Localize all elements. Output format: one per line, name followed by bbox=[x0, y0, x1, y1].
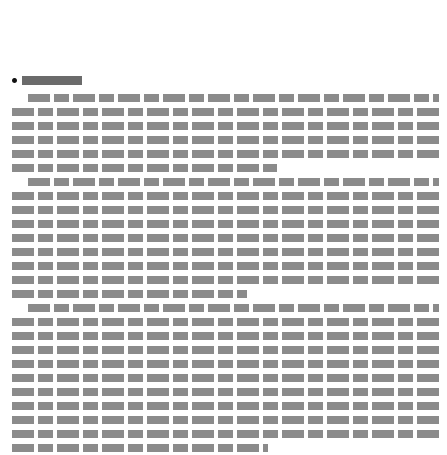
text-line bbox=[12, 441, 268, 455]
text-line bbox=[12, 287, 247, 301]
text-line bbox=[12, 301, 439, 315]
text-line bbox=[12, 203, 439, 217]
text-line bbox=[12, 161, 277, 175]
text-line bbox=[12, 189, 439, 203]
text-line bbox=[12, 371, 439, 385]
headline-line-2 bbox=[12, 38, 439, 70]
text-line bbox=[12, 217, 439, 231]
text-line bbox=[12, 231, 439, 245]
paragraph-2 bbox=[12, 175, 439, 301]
text-line bbox=[12, 329, 439, 343]
text-line bbox=[12, 413, 439, 427]
byline bbox=[12, 73, 439, 87]
text-line bbox=[12, 315, 439, 329]
bullet-icon bbox=[12, 78, 17, 83]
text-line bbox=[12, 91, 439, 105]
headline-line-1 bbox=[12, 6, 439, 38]
text-line bbox=[12, 133, 439, 147]
text-line bbox=[12, 385, 439, 399]
text-line bbox=[12, 343, 439, 357]
article-body bbox=[12, 91, 439, 455]
text-line bbox=[12, 259, 439, 273]
text-line bbox=[12, 245, 439, 259]
text-line bbox=[12, 427, 439, 441]
text-line bbox=[12, 147, 439, 161]
byline-text bbox=[22, 76, 82, 85]
text-line bbox=[12, 175, 439, 189]
paragraph-1 bbox=[12, 91, 439, 175]
text-line bbox=[12, 357, 439, 371]
text-line bbox=[12, 105, 439, 119]
text-line bbox=[12, 399, 439, 413]
text-line bbox=[12, 273, 439, 287]
headline bbox=[12, 6, 439, 70]
paragraph-3 bbox=[12, 301, 439, 455]
text-line bbox=[12, 119, 439, 133]
